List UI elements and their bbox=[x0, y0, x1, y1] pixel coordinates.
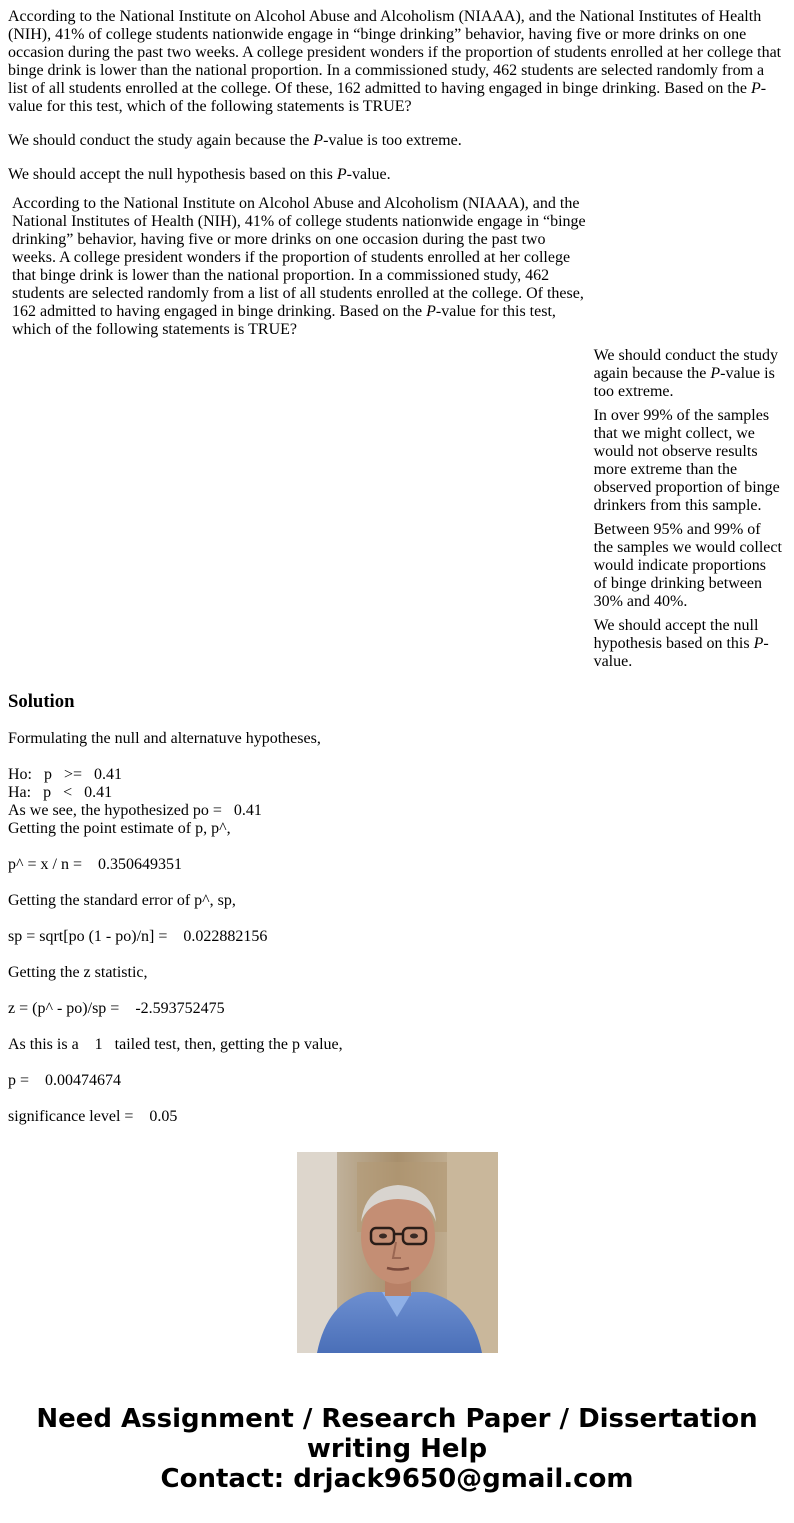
solution-line bbox=[8, 874, 786, 892]
solution-line bbox=[8, 748, 786, 766]
solution-line: p = 0.00474674 bbox=[8, 1072, 122, 1089]
solution-body bbox=[8, 730, 786, 1125]
short-option-1: We should conduct the study again because the P-value is too extreme. bbox=[8, 132, 462, 149]
solution-line bbox=[8, 1018, 786, 1036]
footer-banner bbox=[0, 1404, 794, 1494]
table-option-4: We should accept the null hypothesis based on this P-value. bbox=[593, 617, 769, 670]
solution-line: z = (p^ - po)/sp = -2.593752475 bbox=[8, 1000, 225, 1017]
solution-line: As this is a 1 tailed test, then, getting the p value, bbox=[8, 1036, 343, 1053]
solution-line bbox=[8, 910, 786, 928]
solution-line: Formulating the null and alternatuve hypotheses, bbox=[8, 730, 321, 747]
solution-line bbox=[8, 838, 786, 856]
table-option-1: We should conduct the study again because the P-value is too extreme. bbox=[593, 347, 779, 400]
author-portrait-icon bbox=[297, 1152, 498, 1353]
footer-contact: Contact: drjack9650@gmail.com bbox=[160, 1464, 634, 1494]
short-option-2: We should accept the null hypothesis based on this P-value. bbox=[8, 166, 391, 183]
solution-line bbox=[8, 1054, 786, 1072]
solution-line: Ha: p < 0.41 bbox=[8, 784, 113, 801]
question-text: According to the National Institute on Alcohol Abuse and Alcoholism (NIAAA), and the National Institutes of Health (NIH), 41% of college students nationwide engage in “binge drinking” behavior, having five or more drinks on one occasion during the past two weeks. A college president wonders if the proportion of students enrolled at her college that binge drink is lower than the national proportion. In a commissioned study, 462 students are selected randomly from a list of all students enrolled at the college. Of these, 162 admitted to having engaged in binge drinking. Based on the P-value for this test, which of the following statements is TRUE? bbox=[8, 8, 782, 115]
table-options-cell bbox=[593, 342, 784, 672]
table-question-cell: According to the National Institute on Alcohol Abuse and Alcoholism (NIAAA), and the National Institutes of Health (NIH), 41% of college students nationwide engage in “binge drinking” behavior, having five or more drinks on one occasion during the past two weeks. A college president wonders if the proportion of students enrolled at her college that binge drink is lower than the national proportion. In a commissioned study, 462 students are selected randomly from a list of all students enrolled at the college. Of these, 162 admitted to having engaged in binge drinking. Based on the P-value for this test, which of the following statements is TRUE? bbox=[12, 195, 586, 338]
solution-line bbox=[8, 946, 786, 964]
table-option-3: Between 95% and 99% of the samples we would collect would indicate proportions of binge drinking between 30% and 40%. bbox=[593, 521, 782, 610]
author-avatar bbox=[297, 1152, 498, 1353]
solution-line: As we see, the hypothesized po = 0.41 bbox=[8, 802, 262, 819]
solution-line: significance level = 0.05 bbox=[8, 1108, 178, 1125]
solution-line: sp = sqrt[po (1 - po)/n] = 0.022882156 bbox=[8, 928, 268, 945]
footer-line-1: Need Assignment / Research Paper / Dissertation bbox=[36, 1404, 758, 1434]
solution-line: Ho: p >= 0.41 bbox=[8, 766, 123, 783]
question-table bbox=[8, 192, 786, 674]
solution-line: Getting the standard error of p^, sp, bbox=[8, 892, 236, 909]
footer-line-2: writing Help bbox=[306, 1434, 488, 1464]
table-option-2: In over 99% of the samples that we might collect, we would not observe results more extreme than the observed proportion of binge drinkers from this sample. bbox=[593, 407, 780, 514]
solution-heading: Solution bbox=[8, 691, 75, 712]
solution-line: Getting the point estimate of p, p^, bbox=[8, 820, 231, 837]
document-body bbox=[8, 8, 786, 1125]
solution-line bbox=[8, 982, 786, 1000]
solution-line: Getting the z statistic, bbox=[8, 964, 148, 981]
solution-line bbox=[8, 1090, 786, 1108]
solution-line: p^ = x / n = 0.350649351 bbox=[8, 856, 182, 873]
